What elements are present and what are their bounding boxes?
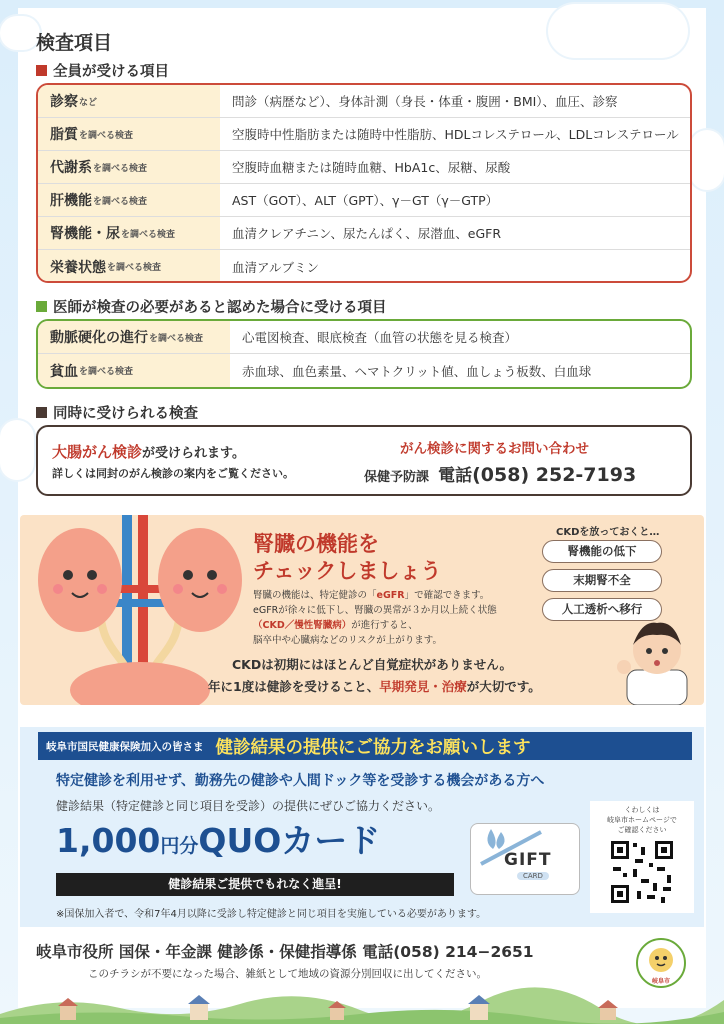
quo-note: ※国保加入者で、令和7年4月以降に受診し特定健診と同じ項目を実施している必要があります。: [56, 909, 487, 920]
qr-box: [590, 801, 694, 913]
page-title: 検査項目: [36, 32, 113, 54]
row-label: [38, 85, 220, 117]
simultaneous-heading: [36, 402, 198, 423]
table-row: [38, 151, 690, 184]
row-value: 心電図検査、眼底検査（血管の状態を見る検査）: [242, 330, 518, 345]
table-row: [38, 321, 690, 354]
ckd-body: [253, 588, 553, 648]
doctor-items-heading: [36, 296, 387, 317]
row-value: 血清アルブミン: [232, 259, 320, 275]
ckd-flow-title: CKDを放っておくと…: [556, 527, 660, 538]
row-label-main: 肝機能: [50, 193, 92, 209]
table-row: [38, 354, 690, 387]
ckd-body-line3-hl: （CKD／慢性腎臓病）: [253, 620, 352, 631]
cancer-text: が受けられます。: [142, 446, 245, 461]
quo-banner-right: 健診結果の提供にご協力をお願いします: [215, 737, 531, 758]
inquiry-phone: (058) 252-7193: [472, 464, 637, 486]
row-label-main: 脂質: [50, 127, 78, 143]
table-row: [38, 85, 690, 118]
row-label: [38, 217, 220, 249]
row-label-main: 腎機能・尿: [50, 226, 120, 242]
ckd-panel: [20, 515, 704, 705]
inquiry-title: がん検診に関するお問い合わせ: [400, 441, 589, 457]
row-label-suffix: を調べる検査: [107, 263, 162, 273]
row-label-main: 貧血: [50, 363, 78, 380]
quo-amount-line: [56, 815, 380, 862]
cloud-decoration: [0, 420, 34, 480]
row-value: 空腹時中性脂肪または随時中性脂肪、HDLコレステロール、LDLコレステロール: [232, 127, 679, 142]
ckd-body-line3: [253, 618, 553, 633]
ckd-hand-line2-hl: 早期発見・治療: [379, 679, 467, 694]
cancer-detail: 詳しくは同封のがん検診の案内をご覧ください。: [52, 467, 294, 480]
inquiry-phone-label: 電話: [438, 466, 473, 486]
table-row: [38, 217, 690, 250]
doctor-icon: [612, 615, 702, 705]
quo-banner-left: 岐阜市国民健康保険加入の皆さま: [46, 740, 204, 753]
ckd-body-line3-post: が進行すると、: [351, 620, 418, 631]
row-label-suffix: を調べる検査: [79, 367, 134, 377]
ckd-body-line1-hl: eGFR: [376, 590, 405, 601]
footer-recycle: このチラシが不要になった場合、雑紙として地域の資源分別回収に出してください。: [88, 968, 487, 980]
ckd-hand-line2: [208, 677, 541, 695]
inquiry-dept: 保健予防課: [364, 470, 430, 485]
ckd-title-line1: 腎臓の機能を: [253, 532, 379, 556]
square-bullet-icon: [36, 65, 47, 76]
ckd-flow-step-3: 人工透析へ移行: [542, 598, 662, 621]
row-label: [38, 184, 220, 216]
row-label-suffix: を調べる検査: [79, 130, 134, 141]
ckd-hand-line2-post: が大切です。: [466, 679, 541, 694]
row-value: 空腹時血糖または随時血糖、HbA1c、尿糖、尿酸: [232, 160, 511, 175]
simultaneous-box: [36, 425, 692, 496]
city-logo: [636, 938, 686, 988]
doctor-items-heading-text: 医師が検査の必要があると認めた場合に受ける項目: [53, 300, 387, 316]
quo-banner: [38, 732, 692, 760]
row-label-suffix: を調べる検査: [93, 163, 148, 174]
row-label: [38, 250, 220, 283]
row-value: 血清クレアチニン、尿たんぱく、尿潜血、eGFR: [232, 226, 502, 241]
cancer-label: 大腸がん検診: [52, 443, 143, 461]
doctor-items-table: [36, 319, 692, 389]
ckd-title-line2: チェックしましょう: [253, 559, 442, 583]
cloud-decoration: [548, 4, 688, 58]
gift-card: [470, 823, 580, 895]
row-label-main: 動脈硬化の進行: [50, 330, 148, 346]
simultaneous-heading-text: 同時に受けられる検査: [53, 406, 198, 422]
row-label: [38, 354, 230, 387]
all-items-heading-text: 全員が受ける項目: [53, 64, 169, 80]
cloud-decoration: [0, 16, 40, 50]
footer-contact: 岐阜市役所 国保・年金課 健診係・保健指導係 電話(058) 214−2651: [36, 943, 534, 961]
square-bullet-icon: [36, 301, 47, 312]
quo-request: 健診結果（特定健診と同じ項目を受診）の提供にぜひご協力ください。: [56, 799, 441, 813]
quo-panel: [20, 727, 704, 927]
qr-code-icon[interactable]: [609, 839, 675, 905]
cancer-line: [52, 441, 245, 462]
row-label-main: 診察: [50, 94, 78, 110]
row-label: [38, 321, 230, 353]
townscape-illustration: [0, 984, 724, 1024]
inquiry-contact: [364, 461, 636, 486]
ckd-flow-step-2: 末期腎不全: [542, 569, 662, 592]
row-label: [38, 118, 220, 150]
quo-subhead: 特定健診を利用せず、勤務先の健診や人間ドック等を受診する機会がある方へ: [56, 773, 545, 789]
all-items-table: [36, 83, 692, 283]
row-value: AST（GOT）、ALT（GPT）、γ－GT（γ－GTP）: [232, 193, 499, 208]
row-label-main: 代謝系: [50, 160, 92, 176]
table-row: [38, 250, 690, 283]
quo-amount-unit: 円分: [160, 835, 199, 857]
ckd-body-line2: eGFRが徐々に低下し、腎臓の異常が３か月以上続く状態: [253, 605, 497, 616]
qr-caption: くわしくは 岐阜市ホームページで ご確認ください: [607, 806, 677, 834]
ckd-body-line4: 脳卒中や心臓病などのリスクが上がります。: [253, 635, 443, 646]
cloud-decoration: [690, 130, 724, 190]
quo-gift-bar: 健診結果ご提供でもれなく進呈!: [56, 873, 454, 896]
ckd-hand-line1: CKDは初期にはほとんど自覚症状がありません。: [232, 657, 512, 672]
table-row: [38, 118, 690, 151]
row-label-main: 栄養状態: [50, 259, 106, 276]
row-label-suffix: を調べる検査: [121, 229, 176, 240]
square-bullet-icon: [36, 407, 47, 418]
row-label: [38, 151, 220, 183]
row-value: 問診（病歴など）、身体計測（身長・体重・腹囲・BMI）、血圧、診察: [232, 94, 618, 109]
gift-card-sub: CARD: [517, 872, 549, 880]
quo-amount: 1,000: [56, 821, 161, 860]
row-label-suffix: を調べる検査: [93, 196, 148, 207]
ckd-body-line1-post: 」で確認できます。: [404, 590, 490, 601]
all-items-heading: [36, 60, 169, 81]
row-label-suffix: など: [79, 97, 98, 108]
ckd-hand-line2-pre: 年に1度は健診を受けること、: [208, 679, 380, 694]
table-row: [38, 184, 690, 217]
row-label-suffix: を調べる検査: [149, 333, 204, 344]
row-value: 赤血球、血色素量、ヘマトクリット値、血しょう板数、白血球: [242, 363, 592, 379]
ckd-body-line1: [253, 588, 553, 603]
ckd-body-line1-pre: 腎臓の機能は、特定健診の「: [253, 590, 377, 601]
city-logo-text: 岐阜市: [652, 978, 671, 985]
quo-card-name: QUOカード: [198, 821, 381, 860]
ckd-flow-step-1: 腎機能の低下: [542, 540, 662, 563]
gift-card-text: GIFT: [504, 850, 552, 870]
